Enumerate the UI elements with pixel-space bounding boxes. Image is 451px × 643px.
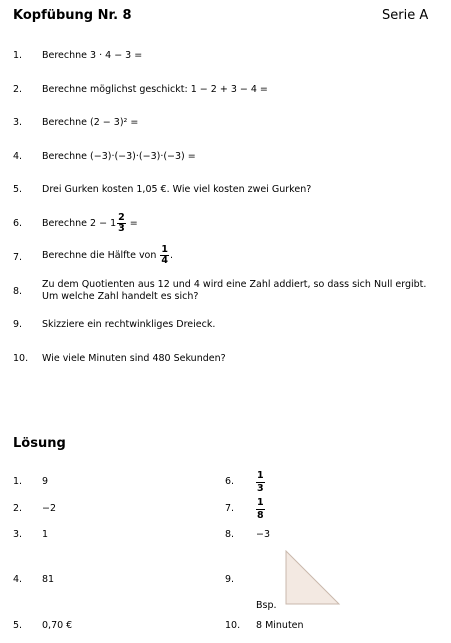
fraction-denominator: 3 (118, 223, 125, 234)
fraction-numerator: 2 (118, 212, 125, 223)
question-text: Berechne (2 − 3)² = (42, 117, 139, 128)
question-number: 9. (13, 319, 23, 330)
solution-value: −3 (256, 529, 271, 540)
question-text (42, 245, 437, 266)
fraction-numerator: 1 (257, 497, 264, 508)
question-text-post: = (126, 218, 138, 229)
solution-value: 9 (42, 476, 49, 487)
question-number: 1. (13, 50, 23, 61)
series-label: Serie A (382, 8, 429, 23)
fraction (117, 213, 126, 234)
solution-number: 7. (225, 503, 235, 514)
fraction-denominator: 8 (257, 510, 264, 521)
question-text: Skizziere ein rechtwinkliges Dreieck. (42, 319, 216, 330)
question-number: 4. (13, 151, 23, 162)
question-text: Berechne möglichst geschickt: 1 − 2 + 3 − 4 = (42, 84, 268, 95)
question-number: 7. (13, 252, 23, 263)
question-text: Zu dem Quotienten aus 12 und 4 wird eine Zahl addiert, so dass sich Null ergibt. Um welche Zahl handelt es sich? (42, 279, 427, 302)
question-text (42, 213, 437, 234)
right-triangle-sketch (285, 550, 341, 606)
question-text-pre: Berechne die Hälfte von (42, 250, 160, 261)
solution-heading: Lösung (13, 436, 66, 451)
solution-number: 5. (13, 620, 23, 631)
solution-number: 9. (225, 574, 235, 585)
fraction-denominator: 3 (257, 483, 264, 494)
fraction-numerator: 1 (161, 244, 169, 255)
question-text: Berechne (−3)·(−3)·(−3)·(−3) = (42, 151, 196, 162)
question-number: 3. (13, 117, 23, 128)
solution-number: 4. (13, 574, 23, 585)
solution-number: 8. (225, 529, 235, 540)
solution-value: 81 (42, 574, 55, 585)
question-text: Wie viele Minuten sind 480 Sekunden? (42, 353, 226, 364)
solution-number: 3. (13, 529, 23, 540)
question-number: 10. (13, 353, 29, 364)
question-number: 5. (13, 184, 23, 195)
solution-number: 6. (225, 476, 235, 487)
solution-value: −2 (42, 503, 57, 514)
question-text: Berechne 3 · 4 − 3 = (42, 50, 143, 61)
solution-value: 0,70 € (42, 620, 73, 631)
fraction-denominator: 4 (161, 255, 169, 266)
example-label: Bsp. (256, 600, 277, 611)
solution-number: 2. (13, 503, 23, 514)
solution-fraction (256, 470, 265, 495)
question-text: Drei Gurken kosten 1,05 €. Wie viel kosten zwei Gurken? (42, 184, 312, 195)
solution-value: 8 Minuten (256, 620, 304, 631)
question-text-post: . (170, 250, 174, 261)
page-title: Kopfübung Nr. 8 (13, 8, 132, 23)
solution-number: 1. (13, 476, 23, 487)
question-number: 8. (13, 286, 23, 297)
question-number: 2. (13, 84, 23, 95)
solution-number: 10. (225, 620, 241, 631)
fraction-numerator: 1 (257, 470, 264, 481)
solution-value: 1 (42, 529, 49, 540)
solution-fraction (256, 497, 265, 522)
fraction (160, 245, 169, 266)
question-number: 6. (13, 218, 23, 229)
question-text-pre: Berechne 2 − 1 (42, 218, 117, 229)
